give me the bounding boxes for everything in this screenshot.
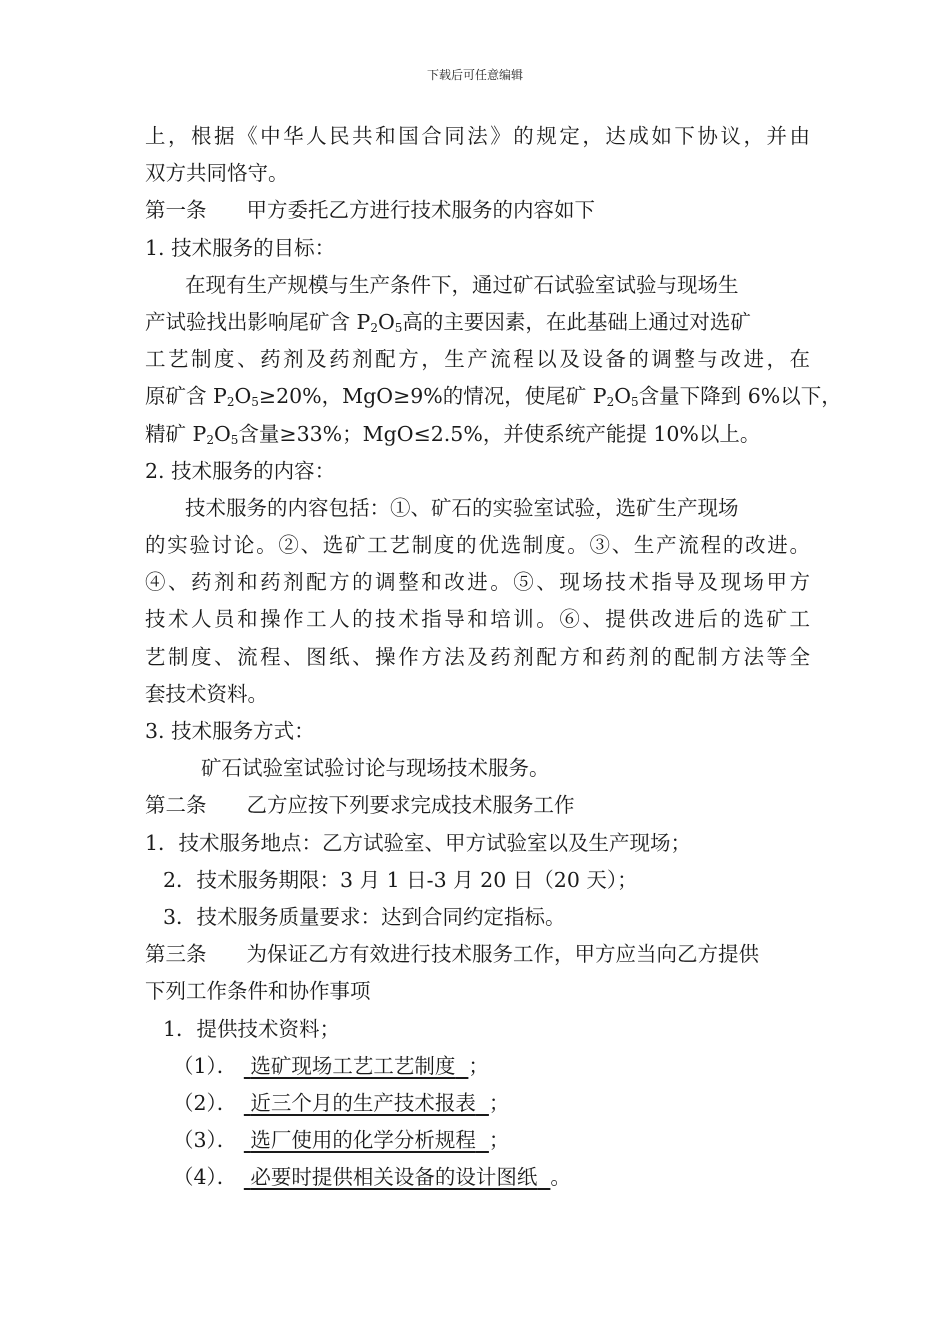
paragraph-line: 产试验找出影响尾矿含 $P_2O_5$高的主要因素，在此基础上通过对选矿: [145, 309, 751, 335]
paragraph-line: 下列工作条件和协作事项: [145, 979, 371, 1004]
article-1-heading: [145, 192, 810, 229]
underlined-text: 必要时提供相关设备的设计图纸: [250, 1165, 538, 1190]
list-item: 3．技术服务质量要求：达到合同约定指标。: [163, 904, 566, 929]
article-number: 第三条: [145, 942, 207, 967]
article-number: 第二条: [145, 793, 207, 818]
document-item: （1）． 选矿现场工艺工艺制度 ；: [173, 1053, 489, 1078]
paragraph-line: 精矿 $P_2O_5$含量≥33%；MgO≤2.5%，并使系统产能提 10%以上。: [145, 421, 761, 447]
list-item: 1．技术服务地点：乙方试验室、甲方试验室以及生产现场；: [145, 830, 692, 855]
paragraph-line: 的实验讨论。②、选矿工艺制度的优选制度。③、生产流程的改进。: [145, 533, 810, 558]
paragraph-line: 原矿含 $P_2O_5\ge 20\%$，MgO≥9%的情况，使尾矿 $P_2O_5$含量下降到 6%以下，: [145, 384, 842, 410]
paragraph-line: 技术人员和操作工人的技术指导和培训。⑥、提供改进后的选矿工: [145, 607, 810, 632]
document-body: [145, 118, 842, 1196]
document-item: （2）． 近三个月的生产技术报表 ；: [173, 1090, 510, 1115]
paragraph-line: 矿石试验室试验讨论与现场技术服务。: [201, 756, 550, 781]
article-title: 为保证乙方有效进行技术服务工作，甲方应当向乙方提供: [246, 942, 759, 967]
article-title: 甲方委托乙方进行技术服务的内容如下: [246, 198, 595, 223]
page-header: 下载后可任意编辑: [426, 68, 523, 82]
paragraph-line: 工艺制度、药剂及药剂配方，生产流程以及设备的调整与改进，在: [145, 347, 810, 372]
article-number: 第一条: [145, 198, 207, 223]
paragraph-line: 上，根据《中华人民共和国合同法》的规定，达成如下协议，并由: [145, 124, 810, 148]
document-item: （3）． 选厂使用的化学分析规程 ；: [173, 1128, 510, 1153]
paragraph-line: 套技术资料。: [145, 681, 268, 706]
document-item: （4）． 必要时提供相关设备的设计图纸 。: [173, 1165, 571, 1190]
underlined-text: 选矿现场工艺工艺制度: [250, 1053, 456, 1078]
section-heading: 1. 技术服务的目标：: [145, 235, 336, 260]
paragraph-line: ④、药剂和药剂配方的调整和改进。⑤、现场技术指导及现场甲方: [145, 570, 810, 595]
paragraph-line: 技术服务的内容包括：①、矿石的实验室试验，选矿生产现场: [185, 495, 739, 520]
underlined-text: 近三个月的生产技术报表: [250, 1090, 476, 1115]
article-2-heading: [145, 787, 810, 824]
article-3-heading: [145, 936, 810, 973]
section-heading: 3. 技术服务方式：: [145, 719, 315, 743]
list-item: 2．技术服务期限：3 月 1 日-3 月 20 日（20 天）；: [163, 867, 638, 892]
list-item: 1．提供技术资料；: [163, 1016, 341, 1041]
paragraph-line: 双方共同恪守。: [145, 161, 289, 186]
underlined-text: 选厂使用的化学分析规程: [250, 1128, 476, 1153]
paragraph-line: 在现有生产规模与生产条件下，通过矿石试验室试验与现场生: [185, 272, 739, 297]
paragraph-line: 艺制度、流程、图纸、操作方法及药剂配方和药剂的配制方法等全: [145, 644, 810, 669]
section-heading: 2. 技术服务的内容：: [145, 458, 336, 483]
article-title: 乙方应按下列要求完成技术服务工作: [246, 793, 575, 818]
